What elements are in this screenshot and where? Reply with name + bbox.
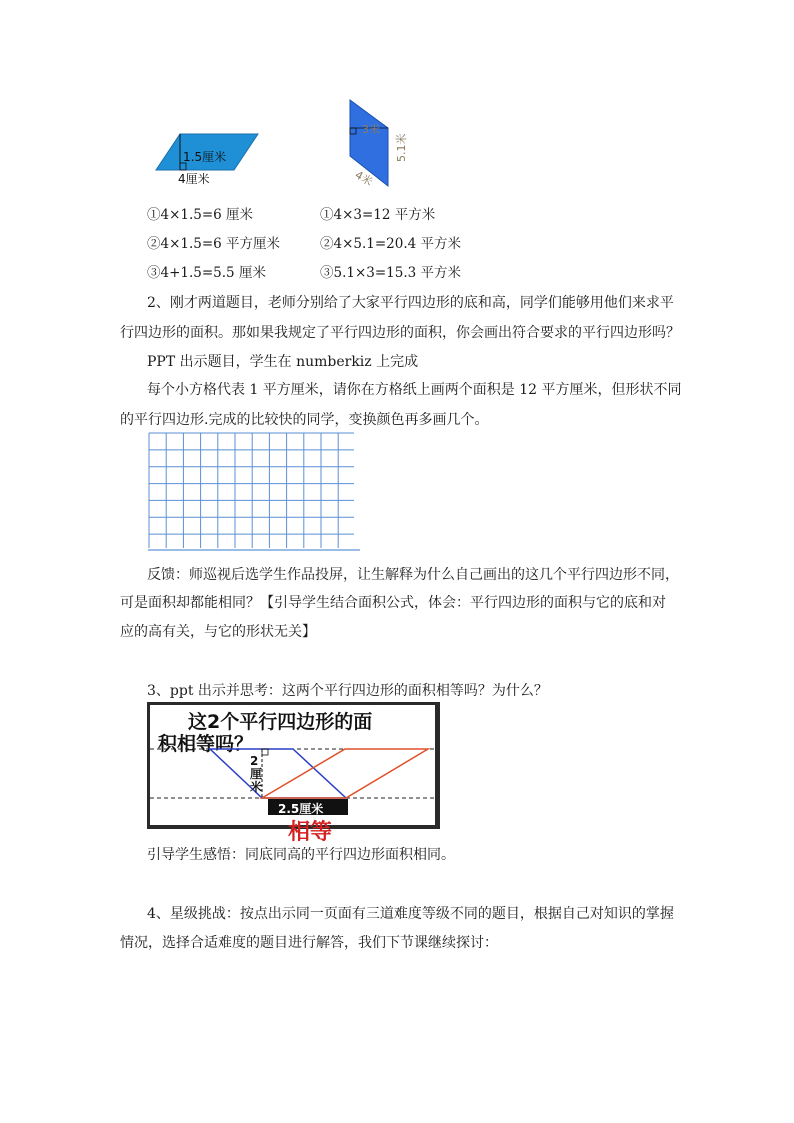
fig2-base-label: 4米 bbox=[352, 168, 375, 189]
fig2-height-label: 3米 bbox=[362, 123, 380, 136]
option-left-1: ①4×1.5=6 厘米 bbox=[147, 207, 254, 223]
insight-line: 引导学生感悟：同底同高的平行四边形面积相同。 bbox=[147, 847, 455, 863]
q2-task-line-1: 每个小方格代表 1 平方厘米，请你在方格纸上画两个面积是 12 平方厘米，但形状不同 bbox=[147, 382, 682, 398]
ppt-slide bbox=[147, 702, 440, 845]
q3-line: 3、ppt 出示并思考：这两个平行四边形的面积相等吗？为什么？ bbox=[147, 683, 548, 699]
slide-title-line-1: 这2个平行四边形的面 bbox=[188, 711, 373, 733]
grid-paper bbox=[148, 432, 360, 552]
slide-height-label: 2厘米 bbox=[250, 754, 263, 794]
fig2-side-label: 5.1米 bbox=[395, 133, 408, 162]
q2-task-line-2: 的平行四边形.完成的比较快的同学，变换颜色再多画几个。 bbox=[120, 412, 489, 428]
option-right-3: ③5.1×3=15.3 平方米 bbox=[320, 265, 462, 281]
fig1-height-label: 1.5厘米 bbox=[183, 150, 227, 164]
slide-base-label: 2.5厘米 bbox=[278, 802, 324, 816]
q2-line-2: 行四边形的面积。那如果我规定了平行四边形的面积，你会画出符合要求的平行四边形吗？ bbox=[120, 325, 680, 341]
option-right-2: ②4×5.1=20.4 平方米 bbox=[320, 236, 462, 252]
slide-title-line-2: 积相等吗？ bbox=[158, 733, 254, 755]
option-left-2: ②4×1.5=6 平方厘米 bbox=[147, 236, 281, 252]
option-right-1: ①4×3=12 平方米 bbox=[320, 207, 436, 223]
q4-line-2: 情况，选择合适难度的题目进行解答，我们下节课继续探讨： bbox=[120, 935, 498, 951]
q2-line-1: 2、刚才两道题目，老师分别给了大家平行四边形的底和高，同学们能够用他们来求平 bbox=[147, 295, 674, 311]
fig1-base-label: 4厘米 bbox=[178, 172, 210, 186]
slide-answer-text: 相等 bbox=[288, 820, 333, 845]
feedback-line-3: 应的高有关，与它的形状无关】 bbox=[120, 624, 316, 640]
ppt-slide-canvas bbox=[150, 705, 435, 845]
feedback-line-1: 反馈：师巡视后选学生作品投屏，让生解释为什么自己画出的这几个平行四边形不同， bbox=[147, 567, 679, 583]
q4-line-1: 4、星级挑战：按点出示同一页面有三道难度等级不同的题目，根据自己对知识的掌握 bbox=[147, 906, 674, 922]
feedback-line-2: 可是面积却都能相同？【引导学生结合面积公式，体会：平行四边形的面积与它的底和对 bbox=[120, 595, 666, 611]
option-left-3: ③4+1.5=5.5 厘米 bbox=[147, 265, 266, 281]
q2-ppt-line: PPT 出示题目，学生在 numberkiz 上完成 bbox=[147, 354, 419, 370]
